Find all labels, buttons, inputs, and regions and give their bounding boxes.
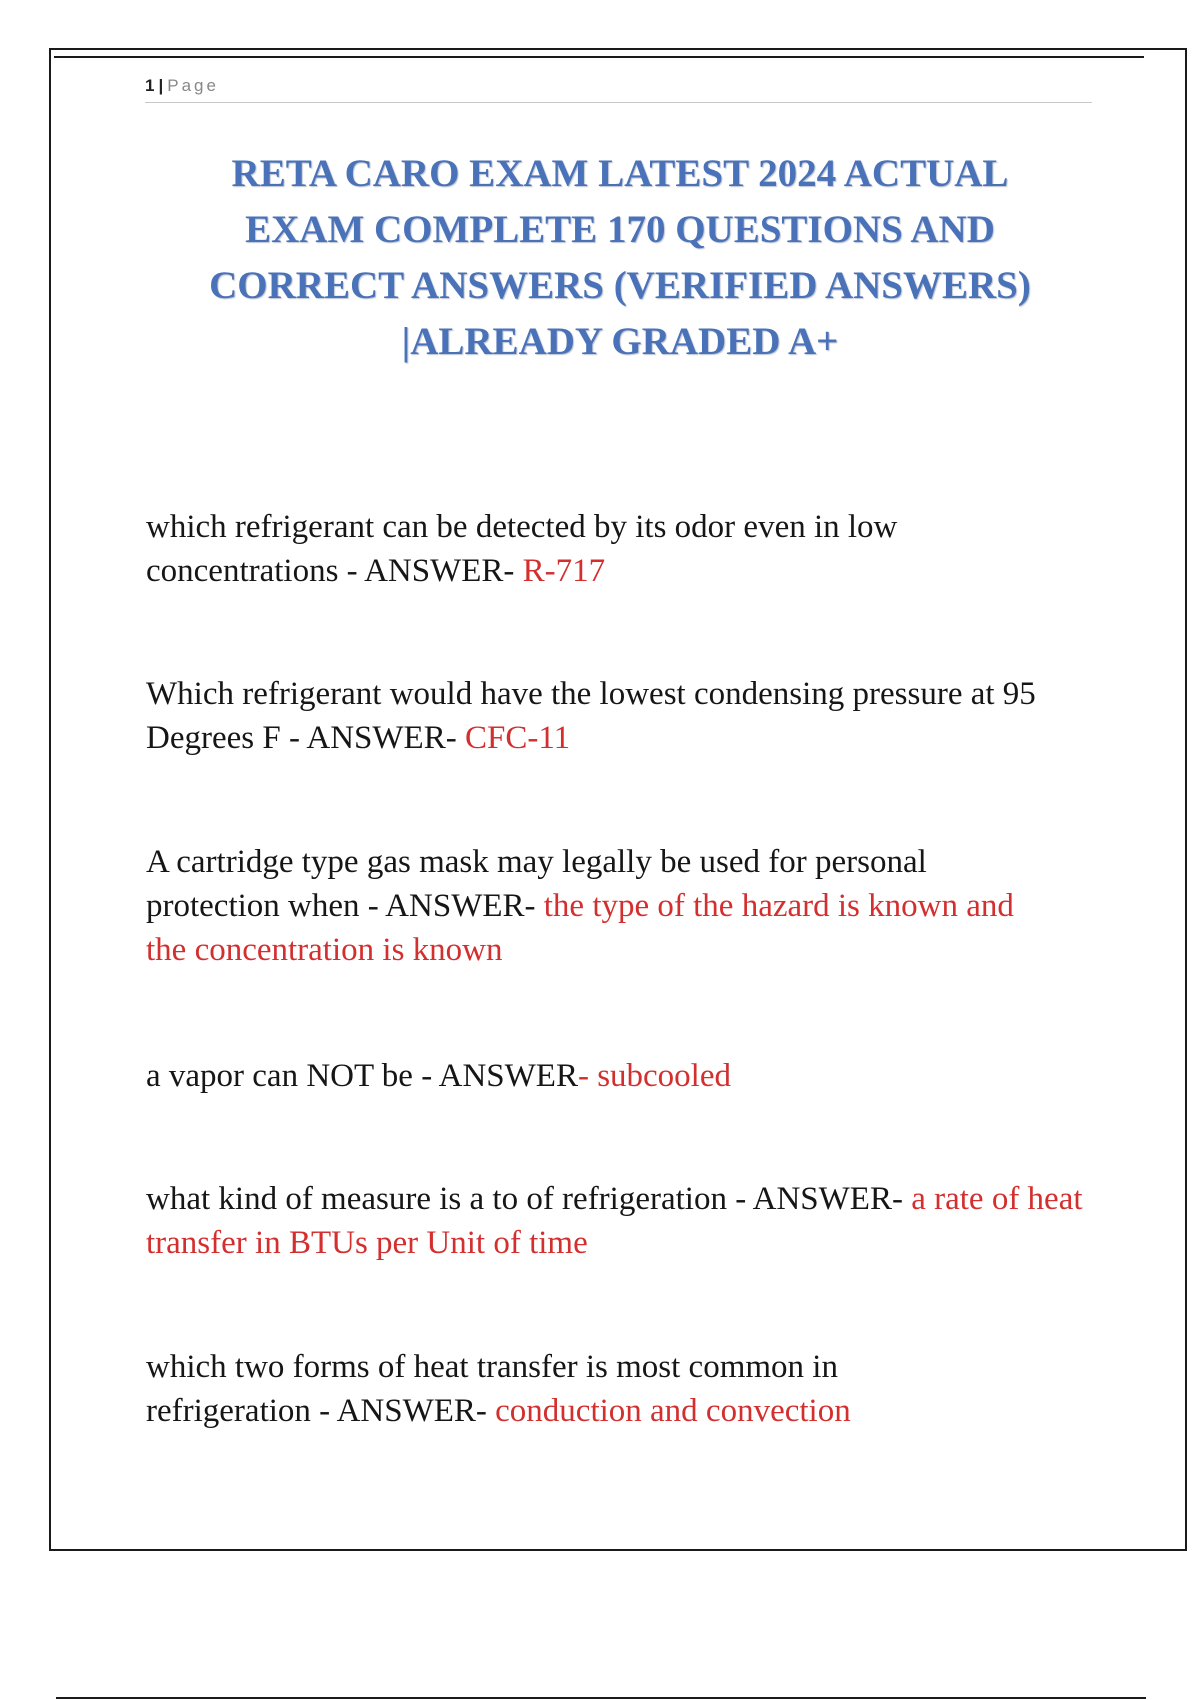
qa-item bbox=[146, 505, 996, 593]
page-separator: | bbox=[158, 76, 164, 95]
top-rule bbox=[54, 56, 1144, 58]
qa-item bbox=[146, 840, 1046, 972]
title-line: EXAM COMPLETE 170 QUESTIONS AND bbox=[245, 208, 995, 251]
document-title bbox=[150, 146, 1090, 370]
qa-item bbox=[146, 1345, 946, 1433]
qa-item bbox=[146, 1054, 1106, 1098]
qa-item bbox=[146, 672, 1111, 760]
title-line: RETA CARO EXAM LATEST 2024 ACTUAL bbox=[231, 152, 1009, 195]
question-text: which refrigerant can be detected by its odor even in low concentrations - ANSWER- bbox=[146, 509, 898, 589]
question-text: a vapor can NOT be - ANSWER bbox=[146, 1058, 578, 1094]
bottom-rule bbox=[56, 1697, 1146, 1699]
question-text: A cartridge type gas mask may legally be used for personal protection when - ANSWER- bbox=[146, 844, 927, 924]
qa-item bbox=[146, 1177, 1096, 1265]
question-text: Which refrigerant would have the lowest condensing pressure at 95 Degrees F - ANSWER- bbox=[146, 676, 1036, 756]
answer-text: conduction and convection bbox=[495, 1393, 851, 1429]
question-text: which two forms of heat transfer is most common in refrigeration - ANSWER- bbox=[146, 1349, 838, 1429]
title-line: |ALREADY GRADED A+ bbox=[401, 320, 839, 363]
answer-text: a rate of heat transfer in BTUs per Unit of time bbox=[146, 1181, 1083, 1261]
answer-text: CFC-11 bbox=[464, 720, 571, 756]
answer-text: the type of the hazard is known and the concentration is known bbox=[146, 888, 1014, 968]
answer-text: - subcooled bbox=[577, 1058, 731, 1094]
title-line: CORRECT ANSWERS (VERIFIED ANSWERS) bbox=[209, 264, 1031, 307]
answer-text: R-717 bbox=[522, 553, 606, 589]
question-text: what kind of measure is a to of refrigeration - ANSWER- bbox=[146, 1181, 912, 1217]
page-header bbox=[145, 74, 1092, 103]
page-label: Page bbox=[167, 76, 219, 95]
page-number: 1 bbox=[145, 76, 155, 95]
